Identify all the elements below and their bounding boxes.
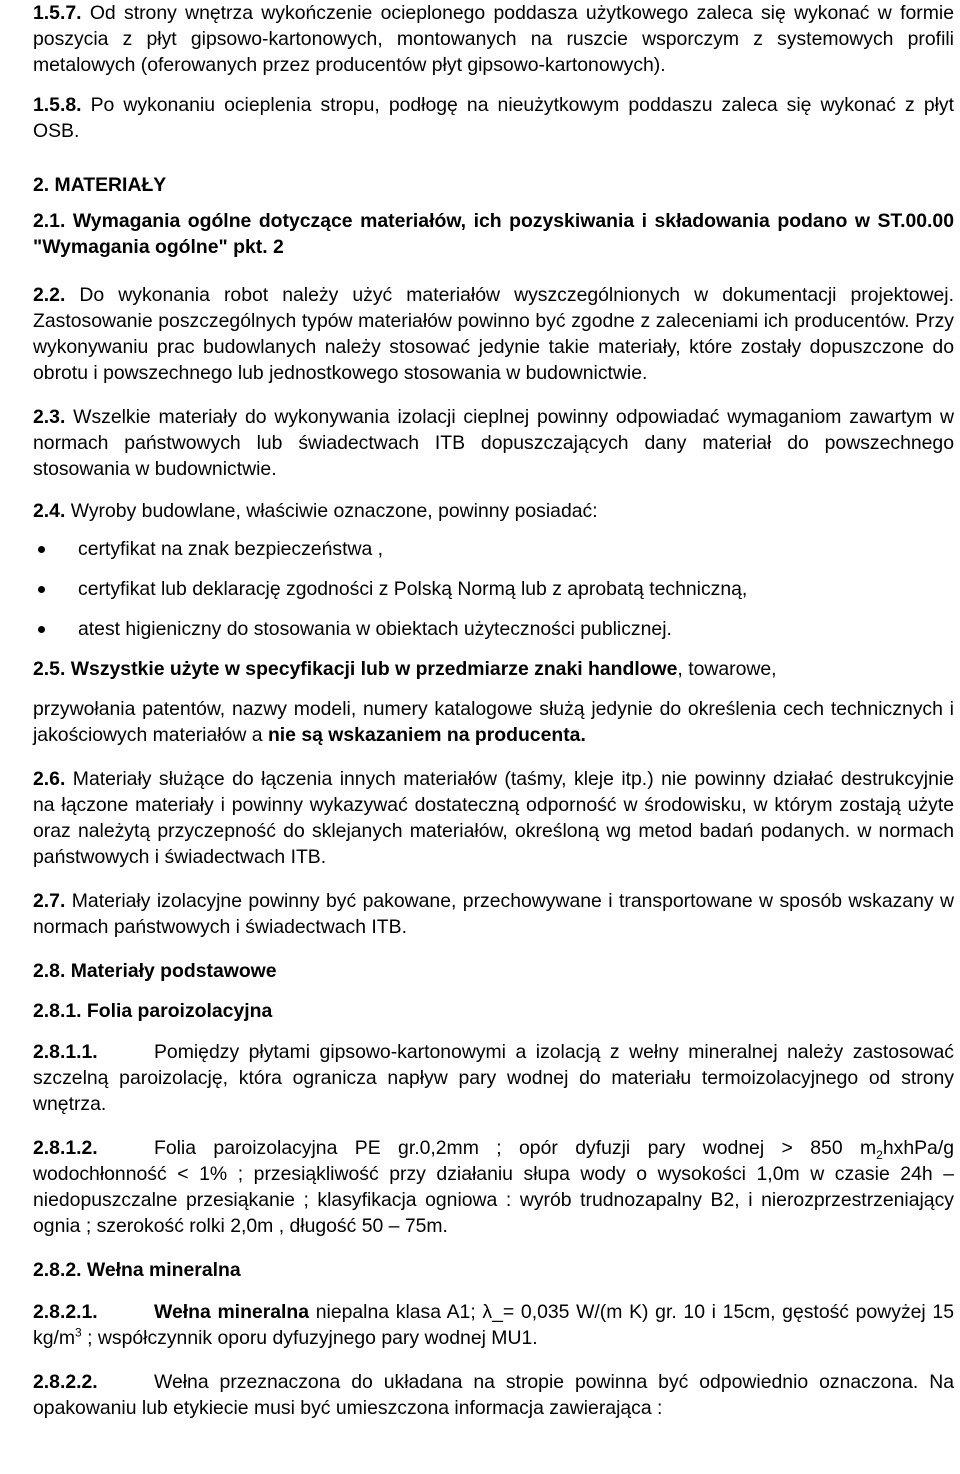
paragraph-1-5-8 — [33, 92, 954, 144]
paragraph-2-5-continued — [33, 696, 954, 748]
paragraph-number: 2.6. — [33, 768, 66, 790]
paragraph-2-3 — [33, 404, 954, 482]
paragraph-number: 2.8.2.1. — [33, 1301, 98, 1323]
paragraph-bold-text: Wszystkie użyte w specyfikacji lub w przedmiarze znaki handlowe — [65, 658, 678, 680]
section-heading-2-8: 2.8. Materiały podstawowe — [33, 960, 277, 982]
paragraph-bold-text: Wełna mineralna — [154, 1301, 310, 1323]
paragraph-text: Wełna przeznaczona do układana na stropie powinna być odpowiednio oznaczona. Na opakowaniu lub etykiecie musi być umieszczona informacja zawierająca : — [33, 1371, 954, 1419]
paragraph-number: 2.2. — [33, 284, 66, 306]
paragraph-text: Materiały izolacyjne powinny być pakowane, przechowywane i transportowane w sposób wskazany w normach państwowych i świadectwach ITB. — [33, 890, 954, 938]
paragraph-text: Wyroby budowlane, właściwie oznaczone, powinny posiadać: — [65, 500, 598, 522]
subscript: 2 — [876, 1147, 883, 1162]
paragraph-text: niepalna klasa A1; λ_= 0,035 W/(m K) gr. 10 i 15cm, gęstość powyżej 15 kg/m — [33, 1301, 954, 1349]
paragraph-number: 2.7. — [33, 890, 66, 912]
section-heading-2-1: 2.1. Wymagania ogólne dotyczące materiałów, ich pozyskiwania i składowania podano w ST.00.00 "Wymagania ogólne" pkt. 2 — [33, 210, 954, 258]
section-heading-materialy: 2. MATERIAŁY — [33, 174, 167, 196]
paragraph-number: 2.4. — [33, 500, 66, 522]
paragraph-number: 2.8.1.1. — [33, 1041, 98, 1063]
section-heading-2-8-2: 2.8.2. Wełna mineralna — [33, 1259, 241, 1281]
paragraph-bold-text: nie są wskazaniem na producenta. — [267, 724, 586, 746]
bullet-icon — [38, 546, 45, 553]
paragraph-text: , towarowe, — [677, 658, 777, 680]
paragraph-text: Do wykonania robot należy użyć materiałów wyszczególnionych w dokumentacji projektowej. Zastosowanie poszczególnych typów materiałów powinno być zgodne z zaleceniami ich producentów. Przy wykonywaniu prac budowlanych należy stosować jedynie takie materiały, które zostały dopuszczone do obrotu i powszechnego lub jednostkowego stosowania w budownictwie. — [33, 284, 954, 384]
paragraph-2-5-first-line — [33, 656, 954, 682]
bullet-icon — [38, 586, 45, 593]
list-item: certyfikat lub deklarację zgodności z Polską Normą lub z aprobatą techniczną, — [33, 576, 954, 602]
paragraph-2-8-2-1 — [33, 1299, 954, 1351]
list-item: atest higieniczny do stosowania w obiektach użyteczności publicznej. — [33, 616, 954, 642]
section-heading-2-8-1: 2.8.1. Folia paroizolacyjna — [33, 1000, 273, 1022]
paragraph-number: 1.5.8. — [33, 94, 82, 116]
paragraph-text-continued: ; współczynnik oporu dyfuzyjnego pary wodnej MU1. — [81, 1327, 538, 1349]
paragraph-text-continued: hxhPa/g wodochłonność < 1% ; przesiąkliwość przy działaniu słupa wody o wysokości 1,0m w czasie 24h – niedopuszczalne przesiąkanie ; klasyfikacja ogniowa : wyrób trudnozapalny B2, i nierozprzestrzeniający ognia ; szerokość rolki 2,0m , długość 50 – 75m. — [33, 1137, 954, 1237]
paragraph-text: Materiały służące do łączenia innych materiałów (taśmy, kleje itp.) nie powinny działać destrukcyjnie na łączone materiały i powinny wykazywać dostateczną odporność w środowisku, w którym zostają użyte oraz należytą przyczepność do sklejanych materiałów, określoną wg metod badań podanych. w normach państwowych i świadectwach ITB. — [33, 768, 954, 868]
paragraph-number: 2.8.2.2. — [33, 1371, 98, 1393]
list-item: certyfikat na znak bezpieczeństwa , — [33, 536, 954, 562]
paragraph-2-2 — [33, 282, 954, 386]
paragraph-number: 2.8.1.2. — [33, 1137, 98, 1159]
paragraph-number: 1.5.7. — [33, 2, 82, 24]
paragraph-2-8-1-2 — [33, 1135, 954, 1239]
paragraph-text: Od strony wnętrza wykończenie ocieplonego poddasza użytkowego zaleca się wykonać w formie poszycia z płyt gipsowo-kartonowych, montowanych na ruszcie wsporczym z systemowych profili metalowych (oferowanych przez producentów płyt gipsowo-kartonowych). — [33, 2, 954, 76]
superscript: 3 — [75, 1325, 82, 1340]
paragraph-2-4 — [33, 498, 954, 524]
paragraph-text: Folia paroizolacyjna PE gr.0,2mm ; opór dyfuzji pary wodnej > 850 m — [154, 1137, 877, 1159]
bullet-icon — [38, 626, 45, 633]
paragraph-2-6 — [33, 766, 954, 870]
paragraph-number: 2.5. — [33, 658, 66, 680]
paragraph-2-7 — [33, 888, 954, 940]
paragraph-text: Pomiędzy płytami gipsowo-kartonowymi a izolacją z wełny mineralnej należy zastosować szczelną paroizolację, która ogranicza napływ pary wodnej do materiału termoizolacyjnego od strony wnętrza. — [33, 1041, 954, 1115]
paragraph-text: Po wykonaniu ocieplenia stropu, podłogę na nieużytkowym poddaszu zaleca się wykonać z płyt OSB. — [33, 94, 954, 142]
paragraph-text: Wszelkie materiały do wykonywania izolacji cieplnej powinny odpowiadać wymaganiom zawartym w normach państwowych lub świadectwach ITB dopuszczających dany materiał do powszechnego stosowania w budownictwie. — [33, 406, 954, 480]
paragraph-1-5-7 — [33, 0, 954, 78]
paragraph-2-8-1-1 — [33, 1039, 954, 1117]
paragraph-2-8-2-2 — [33, 1369, 954, 1421]
paragraph-text: przywołania patentów, nazwy modeli, numery katalogowe służą jedynie do określenia cech technicznych i jakościowych materiałów a — [33, 698, 954, 746]
paragraph-number: 2.3. — [33, 406, 66, 428]
bullet-list — [33, 536, 954, 642]
